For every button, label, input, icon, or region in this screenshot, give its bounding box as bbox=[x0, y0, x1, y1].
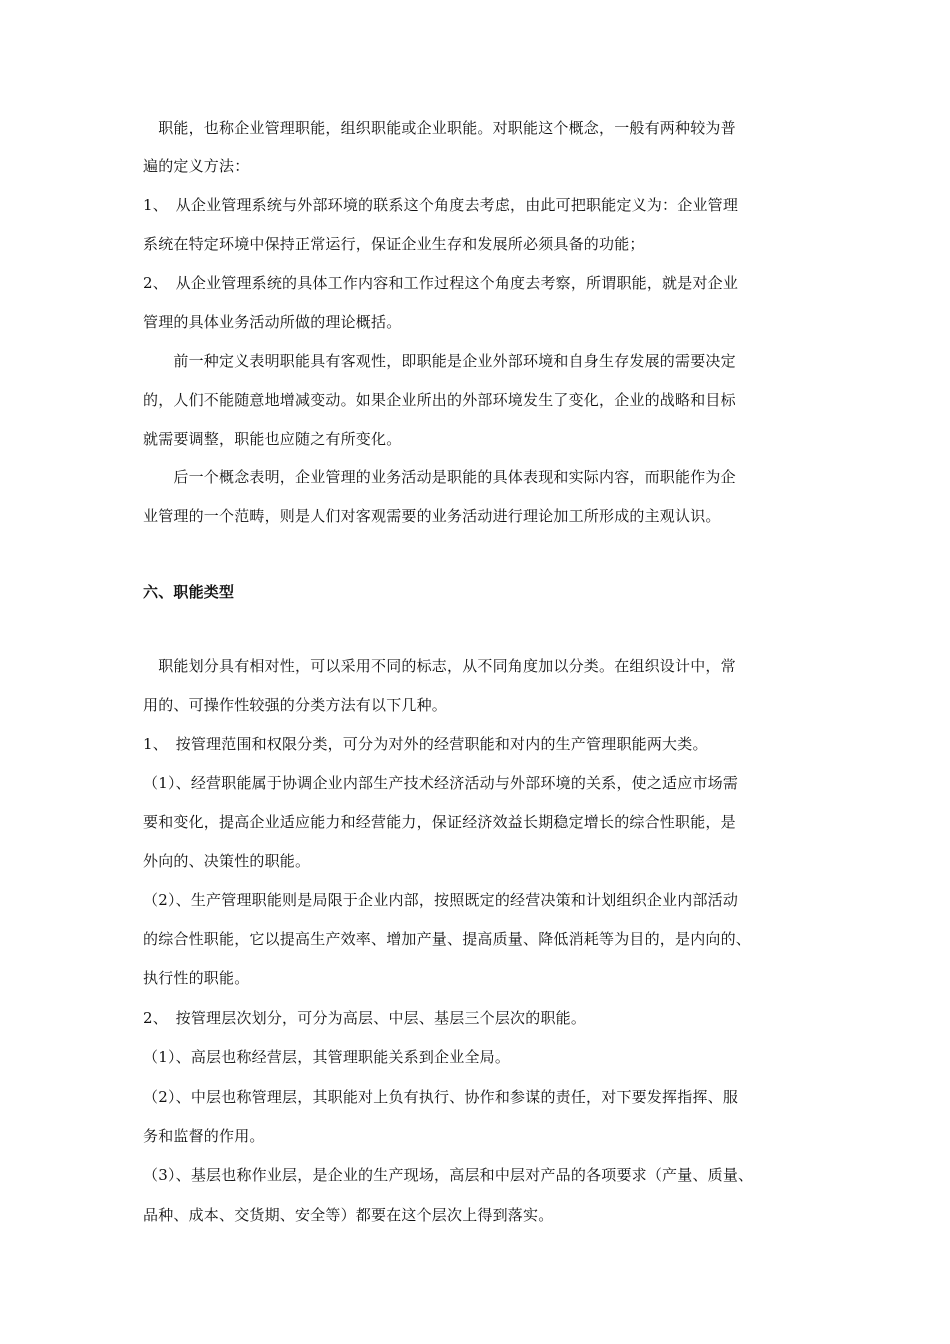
list-item-line: （2）、中层也称管理层，其职能对上负有执行、协作和参谋的责任，对下要发挥指挥、服 bbox=[143, 1088, 739, 1106]
list-item-line: 2、 按管理层次划分，可分为高层、中层、基层三个层次的职能。 bbox=[143, 1009, 587, 1027]
paragraph-line: 就需要调整，职能也应随之有所变化。 bbox=[143, 430, 402, 448]
list-item-line: 执行性的职能。 bbox=[143, 969, 250, 987]
paragraph-line: 职能，也称企业管理职能，组织职能或企业职能。对职能这个概念，一般有两种较为普 bbox=[143, 119, 736, 137]
list-item-line: 务和监督的作用。 bbox=[143, 1127, 265, 1145]
list-item-line: 2、 从企业管理系统的具体工作内容和工作过程这个角度去考察，所谓职能，就是对企业 bbox=[143, 274, 739, 292]
list-item-line: 1、 按管理范围和权限分类，可分为对外的经营职能和对内的生产管理职能两大类。 bbox=[143, 735, 708, 753]
list-item-line: 管理的具体业务活动所做的理论概括。 bbox=[143, 313, 402, 331]
list-item-line: 要和变化，提高企业适应能力和经营能力，保证经济效益长期稳定增长的综合性职能，是 bbox=[143, 813, 736, 831]
list-item-line: 的综合性职能，它以提高生产效率、增加产量、提高质量、降低消耗等为目的，是内向的、 bbox=[143, 930, 752, 948]
list-item-line: 1、 从企业管理系统与外部环境的联系这个角度去考虑，由此可把职能定义为：企业管理 bbox=[143, 196, 739, 214]
list-item-line: 品种、成本、交货期、安全等）都要在这个层次上得到落实。 bbox=[143, 1206, 554, 1224]
list-item-line: （1）、高层也称经营层，其管理职能关系到企业全局。 bbox=[143, 1048, 511, 1066]
paragraph-line: 职能划分具有相对性，可以采用不同的标志，从不同角度加以分类。在组织设计中，常 bbox=[143, 657, 736, 675]
paragraph-line: 前一种定义表明职能具有客观性，即职能是企业外部环境和自身生存发展的需要决定 bbox=[143, 352, 736, 370]
paragraph-line: 的，人们不能随意地增减变动。如果企业所出的外部环境发生了变化，企业的战略和目标 bbox=[143, 391, 736, 409]
list-item-line: （3）、基层也称作业层，是企业的生产现场，高层和中层对产品的各项要求（产量、质量、 bbox=[143, 1166, 754, 1184]
list-item-line: 外向的、决策性的职能。 bbox=[143, 852, 311, 870]
list-item-line: （2）、生产管理职能则是局限于企业内部，按照既定的经营决策和计划组织企业内部活动 bbox=[143, 891, 739, 909]
paragraph-line: 遍的定义方法： bbox=[143, 157, 250, 175]
paragraph-line: 用的、可操作性较强的分类方法有以下几种。 bbox=[143, 696, 448, 714]
paragraph-line: 后一个概念表明，企业管理的业务活动是职能的具体表现和实际内容，而职能作为企 bbox=[143, 468, 736, 486]
paragraph-line: 业管理的一个范畴，则是人们对客观需要的业务活动进行理论加工所形成的主观认识。 bbox=[143, 507, 721, 525]
list-item-line: （1）、经营职能属于协调企业内部生产技术经济活动与外部环境的关系，使之适应市场需 bbox=[143, 774, 739, 792]
list-item-line: 系统在特定环境中保持正常运行，保证企业生存和发展所必须具备的功能； bbox=[143, 235, 645, 253]
section-heading: 六、职能类型 bbox=[143, 583, 235, 601]
